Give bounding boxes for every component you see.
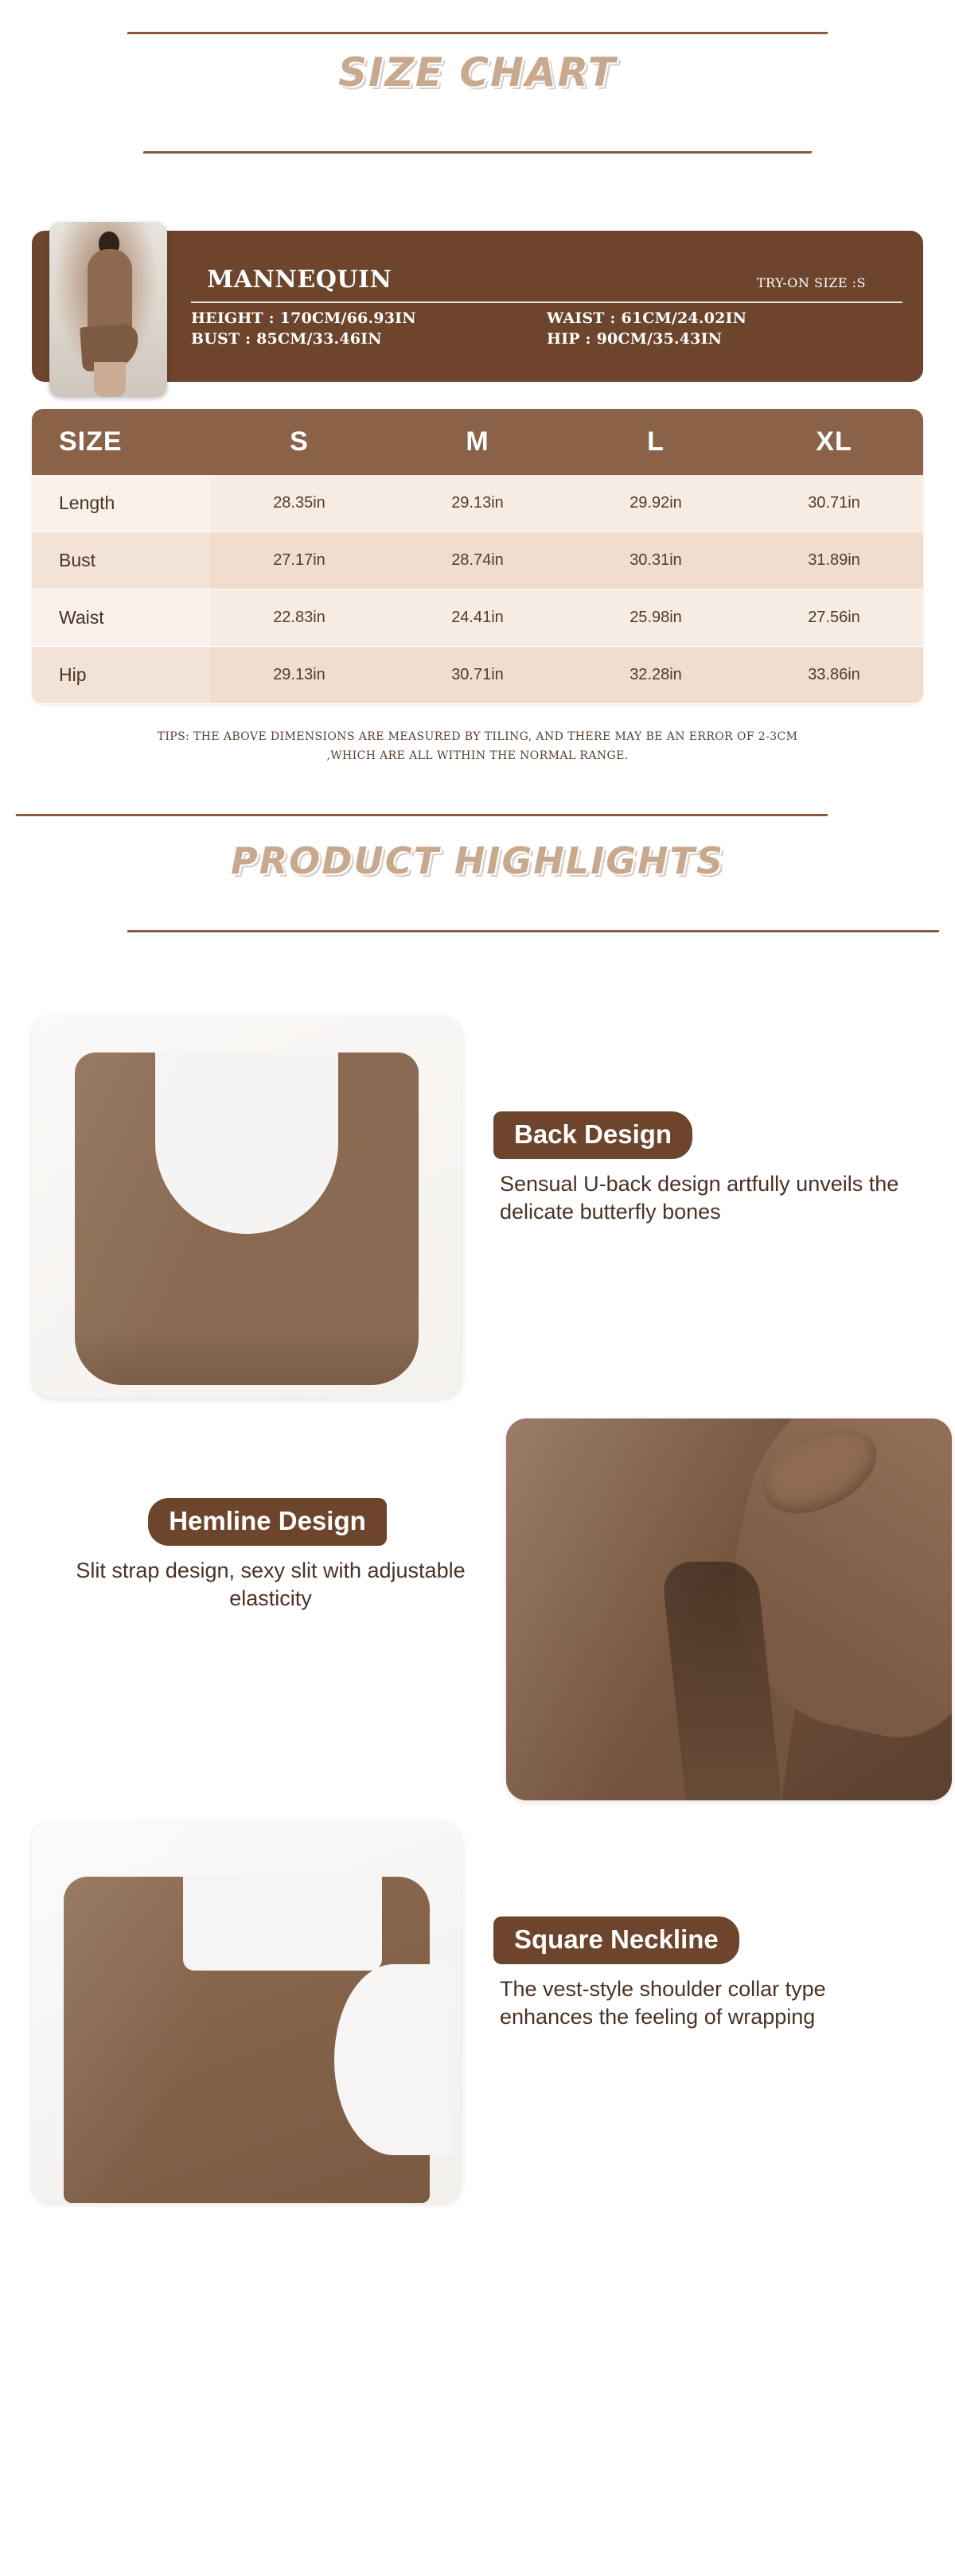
highlight-back-design <box>32 1016 923 1398</box>
product-highlights-heading-block <box>0 793 955 1016</box>
mannequin-measurements <box>167 266 923 348</box>
cell-bust-m: 28.74in <box>388 532 567 590</box>
highlight-description-back-design: Sensual U-back design artfully unveils the delicate butterfly bones <box>500 1171 899 1224</box>
mannequin-waist: WAIST : 61CM/24.02IN <box>547 309 747 327</box>
mannequin-divider <box>191 302 902 303</box>
cell-length-m: 29.13in <box>388 475 567 532</box>
cell-bust-xl: 31.89in <box>745 532 923 590</box>
cell-length-xl: 30.71in <box>745 475 923 532</box>
tips-line-1: TIPS: THE ABOVE DIMENSIONS ARE MEASURED BY TILING, AND THERE MAY BE AN ERROR OF 2-3CM <box>157 730 798 743</box>
mannequin-photo <box>49 222 167 397</box>
table-row <box>32 475 923 532</box>
size-chart-heading-block <box>0 0 955 231</box>
hemline-design-photo <box>506 1418 952 1800</box>
table-row <box>32 647 923 704</box>
highlight-hemline-design <box>32 1418 923 1800</box>
hemline-design-text <box>32 1418 506 1613</box>
mannequin-measure-grid <box>191 309 902 348</box>
mannequin-legs-shape <box>94 362 126 397</box>
heading-rule-top <box>127 32 828 34</box>
mannequin-bust: BUST : 85CM/33.46IN <box>191 329 382 348</box>
col-header-s: S <box>210 409 388 475</box>
cell-hip-s: 29.13in <box>210 647 388 704</box>
cell-length-l: 29.92in <box>567 475 745 532</box>
back-design-text <box>462 1016 923 1226</box>
tips-line-2: ,WHICH ARE ALL WITHIN THE NORMAL RANGE. <box>326 749 629 762</box>
row-label-hip: Hip <box>32 647 210 704</box>
highlight-square-neckline <box>32 1821 923 2203</box>
mannequin-hip: HIP : 90CM/35.43IN <box>547 329 723 348</box>
size-table-head <box>32 409 923 475</box>
mannequin-height: HEIGHT : 170CM/66.93IN <box>191 309 416 327</box>
col-header-size: SIZE <box>32 409 210 475</box>
garment-neck-shape <box>64 1877 430 2203</box>
highlight-description-square-neckline: The vest-style shoulder collar type enhances the feeling of wrapping <box>500 1976 826 2029</box>
cell-bust-s: 27.17in <box>210 532 388 590</box>
size-table-wrapper <box>32 409 923 704</box>
square-neckline-text <box>462 1821 923 2031</box>
cell-waist-l: 25.98in <box>567 590 745 647</box>
table-row <box>32 532 923 590</box>
mannequin-title: MANNEQUIN <box>207 265 392 294</box>
cell-length-s: 28.35in <box>210 475 388 532</box>
cell-waist-s: 22.83in <box>210 590 388 647</box>
col-header-xl: XL <box>745 409 923 475</box>
cell-waist-xl: 27.56in <box>745 590 923 647</box>
measurement-tips <box>56 728 899 766</box>
table-header-row <box>32 409 923 475</box>
heading-rule-bottom <box>142 151 812 154</box>
row-label-length: Length <box>32 475 210 532</box>
size-table-body <box>32 475 923 704</box>
highlight-description-hemline-design: Slit strap design, sexy slit with adjustable elasticity <box>76 1558 466 1610</box>
cell-waist-m: 24.41in <box>388 590 567 647</box>
square-neckline-photo <box>32 1821 462 2203</box>
page-title-product-highlights: PRODUCT HIGHLIGHTS <box>231 839 724 882</box>
highlight-label-square-neckline: Square Neckline <box>493 1916 739 1964</box>
page-title-size-chart: SIZE CHART <box>337 49 618 95</box>
col-header-l: L <box>567 409 745 475</box>
table-row <box>32 590 923 647</box>
col-header-m: M <box>388 409 567 475</box>
row-label-bust: Bust <box>32 532 210 590</box>
highlights-rule-bottom <box>127 930 939 932</box>
highlights-rule-top <box>15 814 828 816</box>
mannequin-info-bar <box>32 231 923 382</box>
row-label-waist: Waist <box>32 590 210 647</box>
back-design-photo <box>32 1016 462 1398</box>
cell-hip-m: 30.71in <box>388 647 567 704</box>
try-on-size-label: TRY-ON SIZE :S <box>756 274 866 290</box>
cell-bust-l: 30.31in <box>567 532 745 590</box>
garment-back-shape <box>75 1053 419 1385</box>
highlight-label-back-design: Back Design <box>493 1111 692 1159</box>
mannequin-title-row <box>191 266 902 302</box>
cell-hip-l: 32.28in <box>567 647 745 704</box>
highlight-label-hemline-design: Hemline Design <box>148 1498 387 1546</box>
cell-hip-xl: 33.86in <box>745 647 923 704</box>
size-table <box>32 409 923 704</box>
